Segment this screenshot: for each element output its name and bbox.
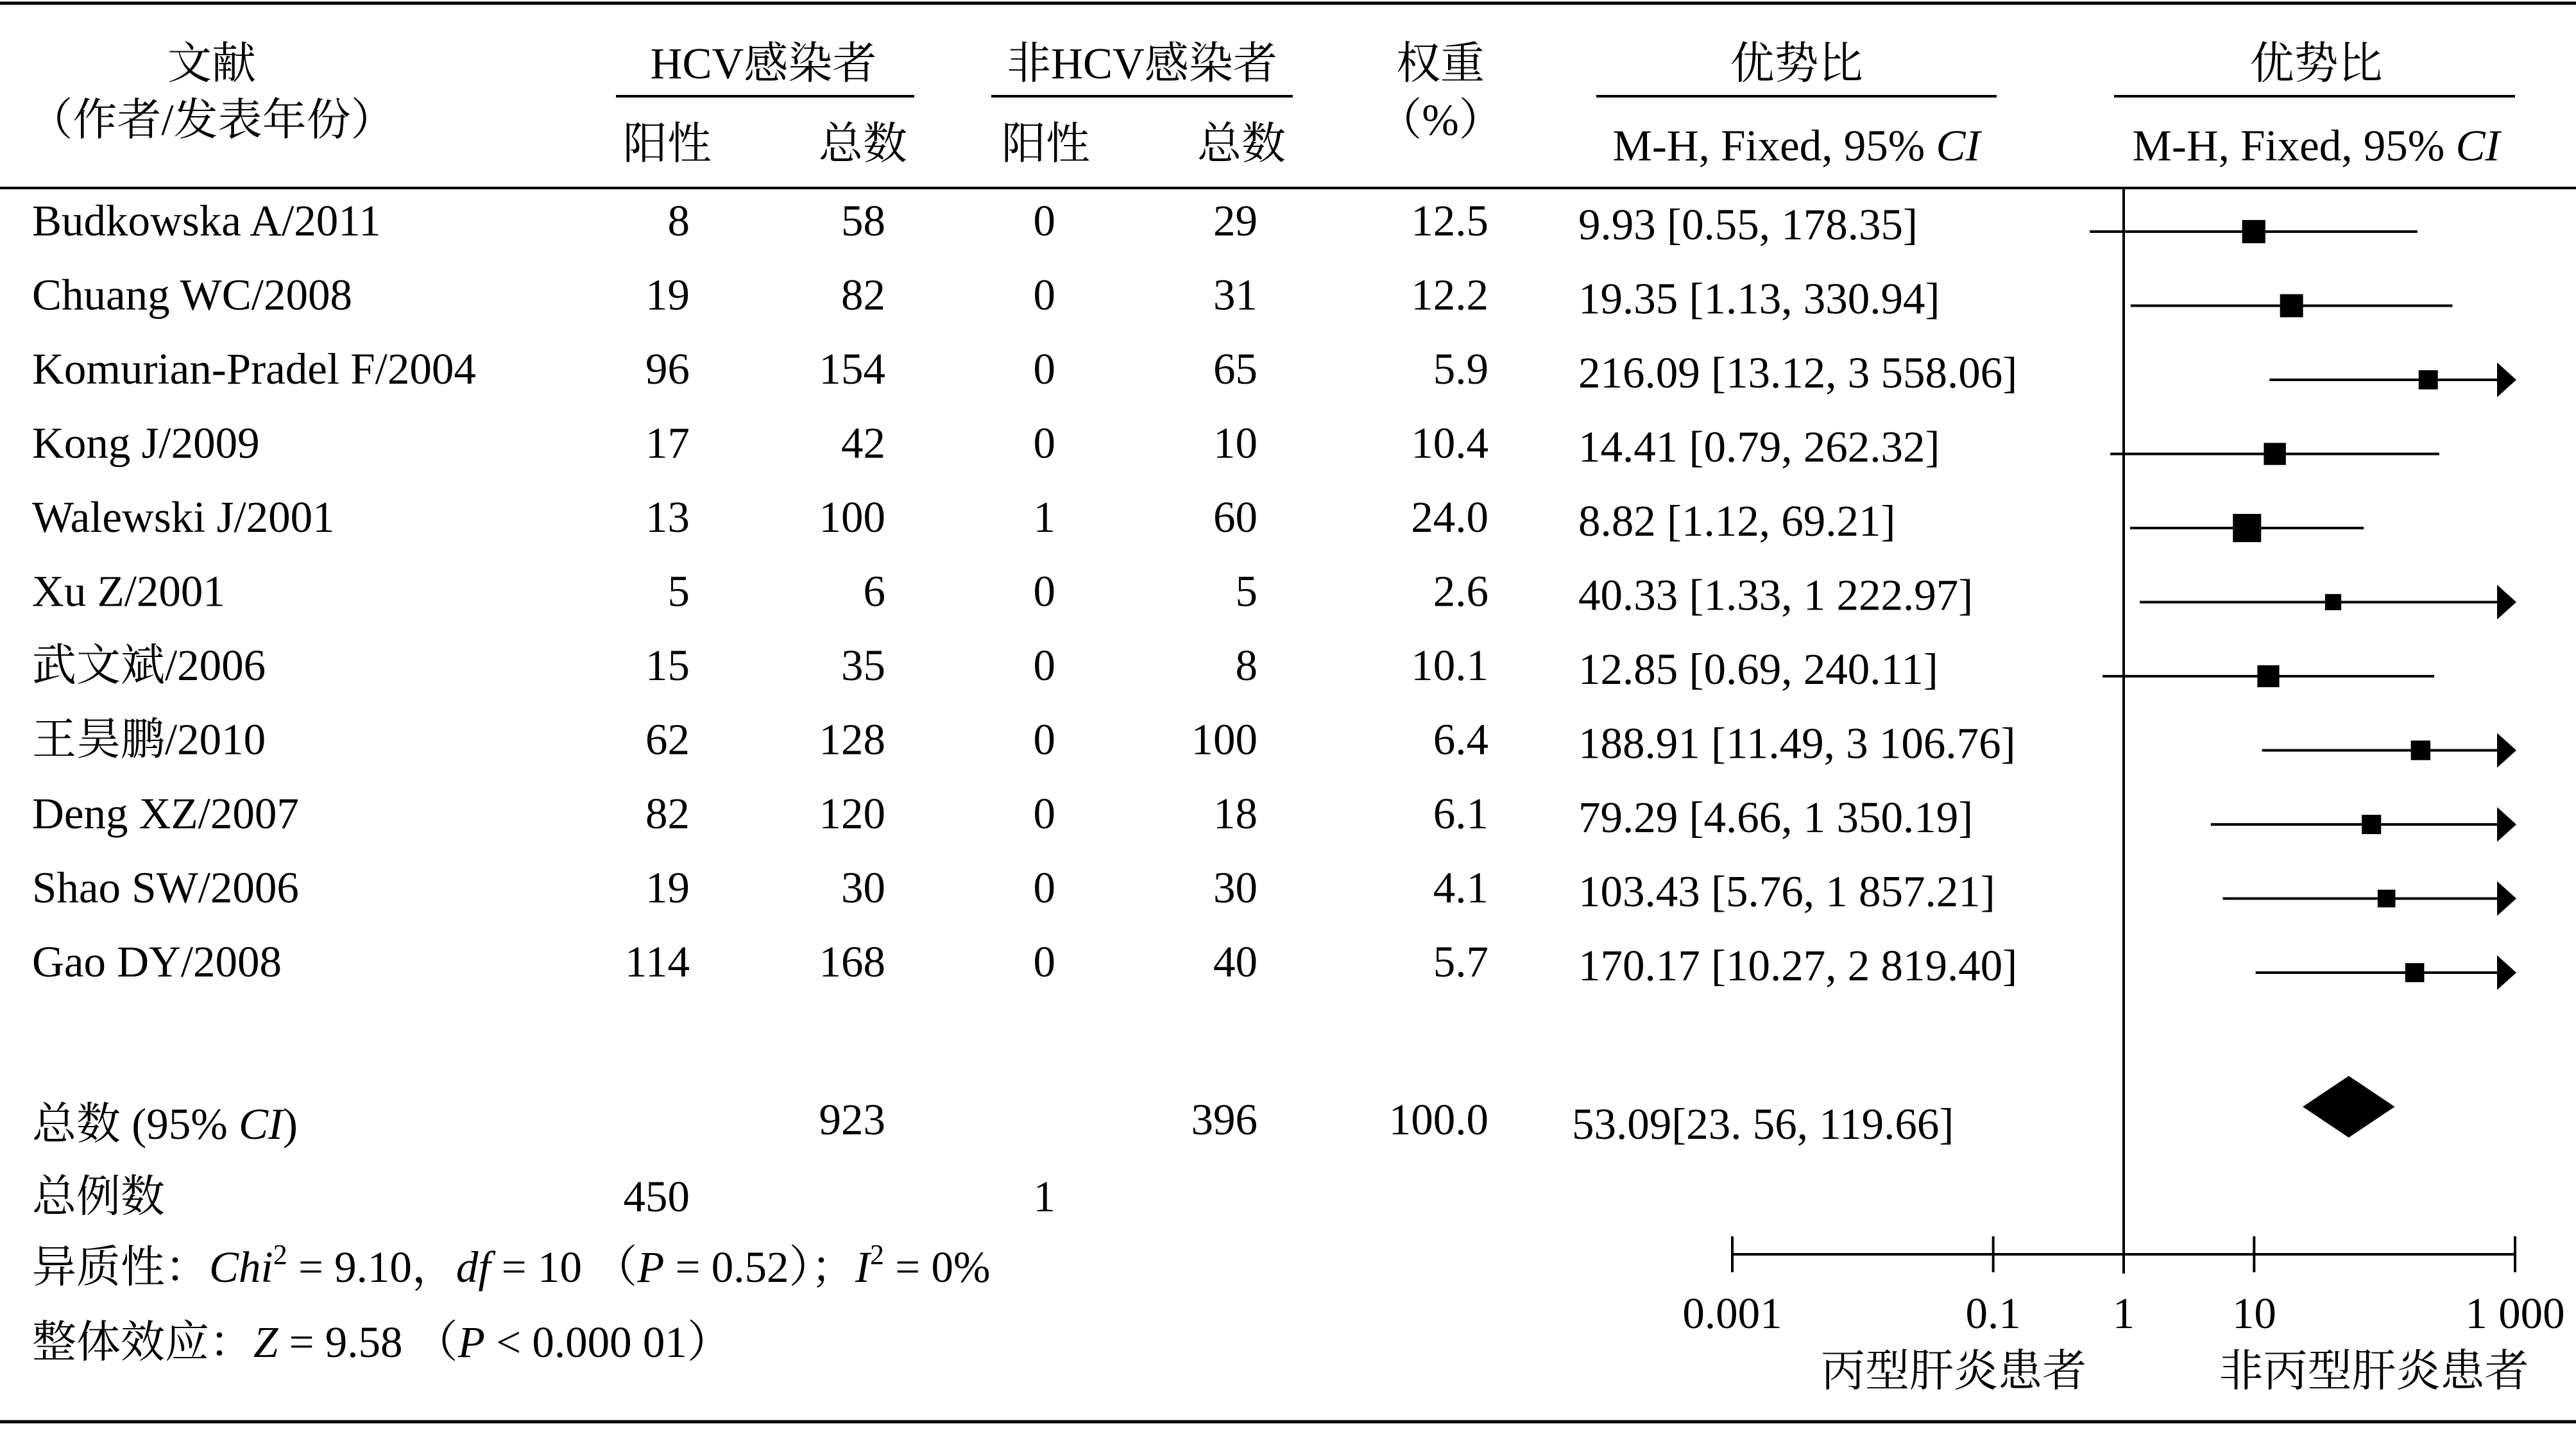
weight: 10.4: [1411, 418, 1488, 468]
axis-tick-label: 0.1: [1965, 1289, 2021, 1338]
total-nonhcv: 396: [1191, 1095, 1258, 1144]
axis-tick-label: 0.001: [1682, 1289, 1782, 1338]
forest-plot-area: [2090, 188, 2516, 1274]
study-name: Komurian-Pradel F/2004: [32, 345, 476, 393]
or-ci-text: 79.29 [4.66, 1 350.19]: [1578, 793, 1974, 842]
weight: 12.5: [1411, 196, 1488, 245]
nonhcv-total: 18: [1213, 789, 1258, 838]
study-estimate: [2110, 443, 2439, 465]
favours-left-label: 丙型肝炎患者: [1821, 1347, 2086, 1395]
total-weight: 100.0: [1388, 1095, 1488, 1144]
nonhcv-total: 60: [1213, 493, 1258, 541]
study-name: Walewski J/2001: [32, 493, 335, 541]
study-name: 王昊鹏/2010: [32, 715, 266, 764]
weight: 4.1: [1433, 863, 1488, 912]
study-name: Xu Z/2001: [32, 567, 225, 616]
nonhcv-positive: 0: [1033, 863, 1055, 912]
ci-arrow: [2497, 882, 2516, 916]
header-study-sub: （作者/发表年份）: [28, 96, 395, 144]
total-label: 总数 (95% CI): [32, 1100, 298, 1148]
header-study: 文献: [167, 39, 256, 88]
hcv-total: 100: [819, 493, 885, 541]
events-hcv: 450: [623, 1172, 690, 1221]
weight: 5.9: [1433, 345, 1488, 393]
nonhcv-positive: 0: [1033, 418, 1055, 468]
study-row: [32, 345, 2017, 397]
point-estimate-square: [2419, 370, 2438, 389]
hcv-positive: 114: [625, 937, 690, 986]
hcv-positive: 15: [645, 641, 690, 690]
header-weight-unit: （%）: [1378, 96, 1503, 144]
header-nonhcv-pos: 阳性: [1002, 119, 1090, 168]
or-ci-text: 12.85 [0.69, 240.11]: [1578, 645, 1938, 694]
weight: 10.1: [1411, 641, 1488, 690]
hcv-positive: 17: [645, 418, 690, 468]
hcv-total: 168: [819, 937, 885, 986]
total-hcv: 923: [819, 1095, 885, 1144]
study-rows: [32, 196, 2017, 990]
nonhcv-total: 8: [1235, 641, 1258, 690]
study-estimate: [2140, 585, 2516, 620]
study-estimate: [2130, 514, 2364, 542]
nonhcv-total: 5: [1235, 567, 1258, 616]
nonhcv-positive: 0: [1033, 270, 1055, 320]
hcv-total: 154: [819, 345, 885, 393]
nonhcv-positive: 1: [1033, 493, 1055, 541]
study-estimate: [2262, 733, 2516, 768]
study-row: [32, 937, 2017, 990]
hcv-positive: 8: [667, 196, 690, 245]
hcv-positive: 5: [667, 567, 690, 616]
ci-arrow: [2497, 733, 2516, 768]
study-name: 武文斌/2006: [32, 641, 266, 690]
study-name: Kong J/2009: [32, 418, 260, 468]
point-estimate-square: [2257, 665, 2279, 687]
x-axis: [1682, 1236, 2564, 1338]
or-ci-text: 170.17 [10.27, 2 819.40]: [1578, 941, 2018, 990]
header-method-plot: M-H, Fixed, 95% CI: [2132, 121, 2500, 170]
ci-arrow: [2497, 585, 2516, 620]
point-estimate-square: [2280, 294, 2303, 318]
study-row: [32, 419, 1940, 472]
or-ci-text: 216.09 [13.12, 3 558.06]: [1578, 348, 2018, 397]
nonhcv-positive: 0: [1033, 196, 1055, 245]
pooled-diamond: [2303, 1076, 2395, 1138]
or-ci-text: 19.35 [1.13, 330.94]: [1578, 274, 1940, 323]
nonhcv-positive: 0: [1033, 567, 1055, 616]
events-label: 总例数: [32, 1172, 165, 1221]
nonhcv-total: 30: [1213, 863, 1258, 912]
hcv-positive: 19: [645, 863, 690, 912]
point-estimate-square: [2233, 514, 2261, 542]
hcv-positive: 62: [645, 715, 690, 764]
study-row: [32, 271, 1940, 323]
study-estimate: [2090, 220, 2418, 243]
study-name: Deng XZ/2007: [32, 789, 299, 838]
header-nonhcv-group: 非HCV感染者: [1007, 39, 1277, 88]
header-nonhcv-total: 总数: [1197, 119, 1286, 168]
ci-arrow: [2497, 362, 2516, 397]
nonhcv-total: 40: [1213, 937, 1258, 986]
study-row: [32, 567, 1973, 620]
header-method-text: M-H, Fixed, 95% CI: [1612, 121, 1981, 170]
hcv-total: 30: [841, 863, 885, 912]
hcv-total: 82: [841, 270, 885, 320]
study-name: Gao DY/2008: [32, 937, 282, 986]
header-or-plot: 优势比: [2249, 39, 2383, 88]
or-ci-text: 103.43 [5.76, 1 857.21]: [1578, 867, 1995, 916]
study-estimate: [2223, 882, 2516, 916]
or-ci-text: 40.33 [1.33, 1 222.97]: [1578, 570, 1974, 620]
nonhcv-positive: 0: [1033, 937, 1055, 986]
study-estimate: [2211, 807, 2516, 842]
hcv-positive: 82: [645, 789, 690, 838]
study-name: Budkowska A/2011: [32, 196, 381, 245]
nonhcv-total: 65: [1213, 345, 1258, 393]
study-row: [32, 641, 1938, 694]
point-estimate-square: [2242, 220, 2265, 243]
weight: 6.4: [1433, 715, 1488, 764]
or-ci-text: 14.41 [0.79, 262.32]: [1578, 422, 1940, 472]
weight: 6.1: [1433, 789, 1488, 838]
axis-tick-label: 1: [2112, 1289, 2135, 1338]
nonhcv-total: 29: [1213, 196, 1258, 245]
point-estimate-square: [2325, 594, 2341, 610]
nonhcv-total: 10: [1213, 418, 1258, 468]
hcv-total: 58: [841, 196, 885, 245]
nonhcv-positive: 0: [1033, 715, 1055, 764]
weight: 24.0: [1411, 493, 1488, 541]
or-ci-text: 9.93 [0.55, 178.35]: [1578, 200, 1918, 249]
weight: 12.2: [1411, 270, 1488, 320]
study-row: [32, 715, 2016, 768]
favours-right-label: 非丙型肝炎患者: [2219, 1347, 2529, 1395]
point-estimate-square: [2411, 740, 2430, 760]
nonhcv-positive: 0: [1033, 641, 1055, 690]
point-estimate-square: [2362, 815, 2381, 834]
weight: 2.6: [1433, 567, 1488, 616]
study-row: [32, 196, 1918, 249]
header-weight: 权重: [1396, 39, 1485, 88]
nonhcv-total: 31: [1213, 270, 1258, 320]
study-name: Chuang WC/2008: [32, 270, 352, 320]
hcv-positive: 13: [645, 493, 690, 541]
hcv-total: 42: [841, 418, 885, 468]
or-ci-text: 188.91 [11.49, 3 106.76]: [1578, 719, 2016, 768]
events-nonhcv: 1: [1033, 1172, 1055, 1221]
study-estimate: [2269, 362, 2516, 397]
axis-tick-label: 1 000: [2465, 1289, 2565, 1338]
hcv-positive: 19: [645, 270, 690, 320]
overall-effect-stats: 整体效应：Z = 9.58 （P < 0.000 01）: [32, 1318, 731, 1367]
hcv-total: 120: [819, 789, 885, 838]
study-row: [32, 493, 1895, 545]
ci-arrow: [2497, 955, 2516, 990]
ci-arrow: [2497, 807, 2516, 842]
study-estimate: [2131, 294, 2453, 318]
header-hcv-pos: 阳性: [623, 119, 712, 168]
point-estimate-square: [2264, 443, 2285, 465]
study-estimate: [2103, 665, 2434, 687]
study-row: [32, 864, 1995, 916]
hcv-total: 6: [863, 567, 885, 616]
hcv-total: 128: [819, 715, 885, 764]
header-or-text: 优势比: [1730, 39, 1863, 88]
axis-tick-label: 10: [2231, 1289, 2276, 1338]
nonhcv-total: 100: [1191, 715, 1258, 764]
point-estimate-square: [2405, 963, 2425, 982]
header-hcv-group: HCV感染者: [650, 39, 877, 88]
nonhcv-positive: 0: [1033, 789, 1055, 838]
header-hcv-total: 总数: [819, 119, 907, 168]
study-row: [32, 789, 1973, 842]
study-estimate: [2256, 955, 2516, 990]
nonhcv-positive: 0: [1033, 345, 1055, 393]
hcv-total: 35: [841, 641, 885, 690]
weight: 5.7: [1433, 937, 1488, 986]
heterogeneity-stats: 异质性：Chi$^2$ = 9.10，df = 10 （P = 0.52）；$I^2 = 0\%$: [32, 1239, 991, 1292]
study-name: Shao SW/2006: [32, 863, 299, 912]
point-estimate-square: [2378, 890, 2396, 908]
or-ci-text: 8.82 [1.12, 69.21]: [1578, 497, 1896, 545]
hcv-positive: 96: [645, 345, 690, 393]
total-or-text: 53.09[23. 56, 119.66]: [1572, 1100, 1954, 1148]
